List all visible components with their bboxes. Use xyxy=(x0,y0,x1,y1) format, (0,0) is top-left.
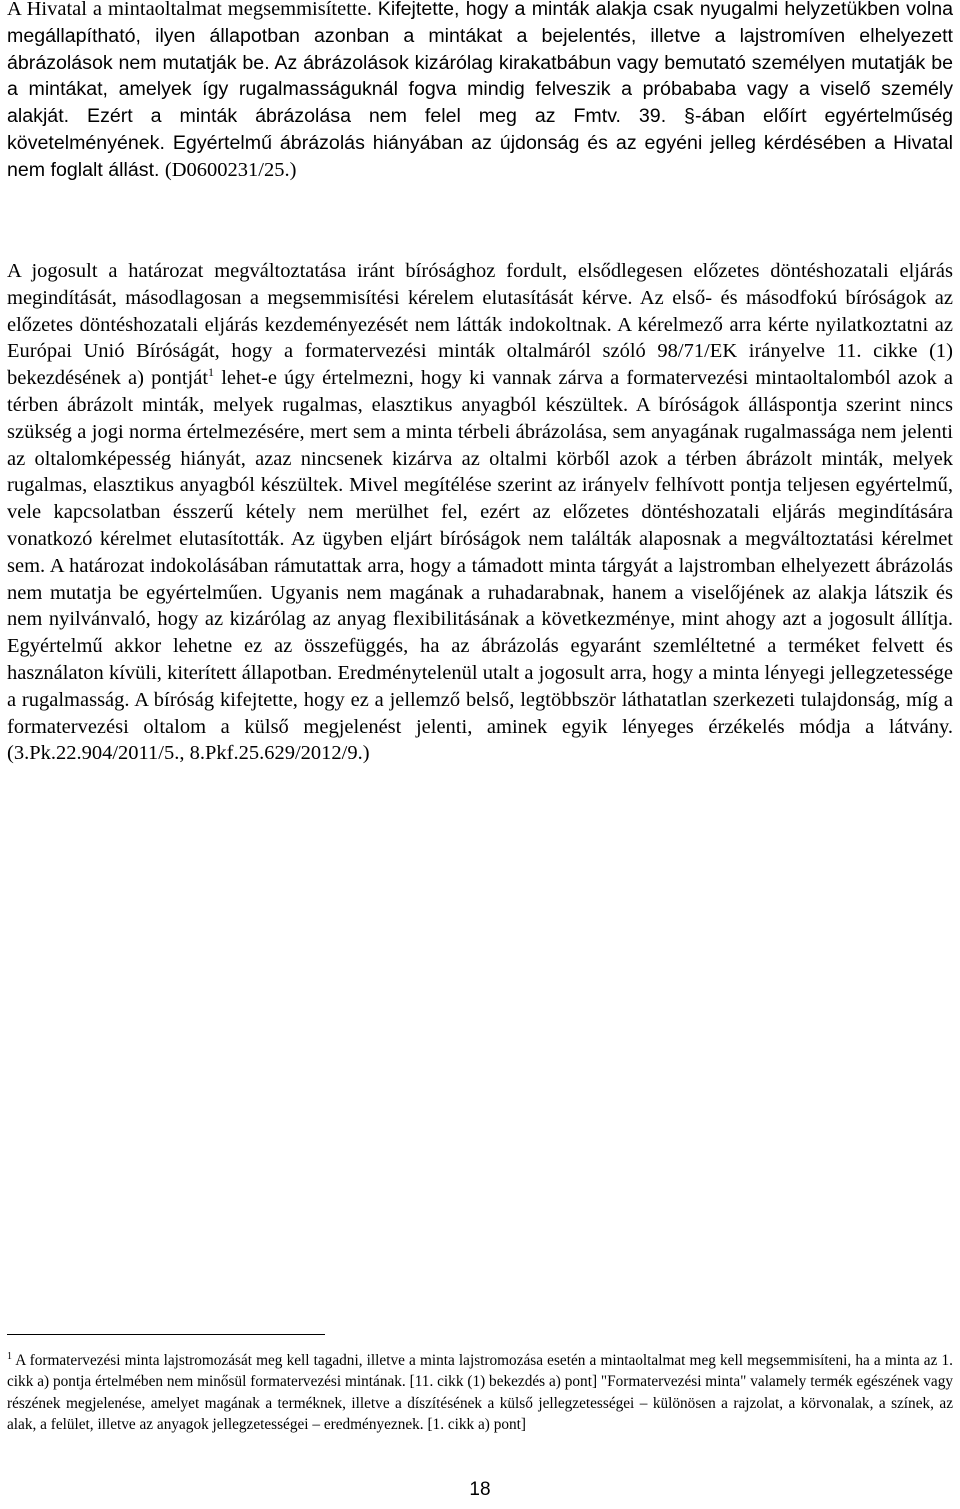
footnote-reference[interactable]: 1 xyxy=(208,365,215,380)
paragraph-1-body: Kifejtette, hogy a minták alakja csak nyugalmi helyzetükben volna megállapítható, ilyen állapotban azonban a mintákat a bejelentés, illetve a lajstromíven elhelyezett ábrázolások nem mutatják be. Az ábrázolások kizárólag kirakatbábun vagy bemutató személyen mutatják be a mintákat, amelyek így rugalmasságuknál fogva mindig felveszik a próbababa vagy a viselő személy alakját. Ezért a minták ábrázolása nem felel meg az Fmtv. 39. §-ában előírt egyértelműség követelményének. Egyértelmű ábrázolás hiányában az újdonság és az egyéni jelleg kérdésében a Hivatal nem foglalt állást. xyxy=(7,0,953,181)
paragraph-court-proceedings xyxy=(7,258,953,767)
footnote xyxy=(7,1350,953,1435)
footnote-separator xyxy=(7,1334,325,1335)
paragraph-hivatal-decision xyxy=(7,0,953,184)
page-number: 18 xyxy=(469,1479,491,1500)
footnote-text: A formatervezési minta lajstromozását meg kell tagadni, illetve a minta lajstromozása esetén a mintaoltalmat meg kell megsemmisíteni, ha a minta az 1. cikk a) pontja értelmében nem minősül formatervezési mintának. [11. cikk (1) bekezdés a) pont] "Formatervezési minta" valamely termék egészének vagy részének megjelenése, amelyet magának a terméknek, illetve a díszítésének a külső jellegzetességei – különösen a rajzolat, a körvonalak, a színek, az alak, a felület, illetve az anyagok jellegzetességei – eredményeznek. [1. cikk a) pont] xyxy=(7,1352,953,1433)
paragraph-1-case-reference: (D0600231/25.) xyxy=(164,158,297,181)
paragraph-2-body-start: A jogosult a határozat megváltoztatása iránt bírósághoz fordult, elsődlegesen előzetes döntéshozatali eljárás megindítását, másodlagosan a megsemmisítési kérelem elutasítását kérve. Az első- és másodfokú bíróságok az előzetes döntéshozatali eljárás kezdeményezését nem látták indokoltnak. A kérelmező arra kérte nyilatkoztatni az Európai Unió Bíróságát, hogy a formatervezési minták oltalmáról szóló 98/71/EK irányelve 11. cikke (1) bekezdésének a) pontját xyxy=(7,260,953,390)
paragraph-2-body-end: lehet-e úgy értelmezni, hogy ki vannak zárva a formatervezési mintaoltalomból azok a térben ábrázolt minták, melyek rugalmas, elasztikus anyagból készültek. A bíróságok álláspontja szerint nincs szükség a jogi norma értelmezésére, mert sem a minta térbeli ábrázolása, sem anyagának rugalmassága nem jelenti az oltalomképesség hiányát, azaz nincsenek kizárva az oltalmi körből azok a térben ábrázolt minták, melyek rugalmas, elasztikus anyagból készültek. Mivel megítélése szerint az irányelv felhívott pontja teljesen egyértelmű, vele kapcsolatban ésszerű kétely nem merülhet fel, ezért az előzetes döntéshozatali eljárás megindítására vonatkozó kérelmet elutasították. Az ügyben eljárt bíróságok nem találták alaposnak a megváltoztatási kérelmet sem. A határozat indokolásában rámutattak arra, hogy a támadott minta tárgyát a lajstromban elhelyezett ábrázolás nem mutatja be egyértelműen. Ugyanis nem magának a ruhadarabnak, hanem a viselőjének az alakja látszik és nem nyilvánvaló, hogy az kizárólag az anyag flexibilitásának a következménye, mint ahogy azt a jogosult állítja. Egyértelmű akkor lehetne ez az összefüggés, ha az ábrázolás egyaránt szemléltetné a terméket felvett és használaton kívüli, kiterített állapotban. Eredménytelenül utalt a jogosult arra, hogy a minta lényegi jellegzetessége a rugalmasság. A bíróság kifejtette, hogy ez a jellemző belső, legtöbbször láthatatlan szerkezeti tulajdonság, míg a formatervezési oltalom a külső megjelenést jelenti, aminek egyik lényeges érzékelés módja a látvány. (3.Pk.22.904/2011/5., 8.Pkf.25.629/2012/9.) xyxy=(7,367,954,765)
footnote-number: 1 xyxy=(7,1350,12,1362)
paragraph-1-opening: A Hivatal a mintaoltalmat megsemmisítette. xyxy=(7,0,378,20)
